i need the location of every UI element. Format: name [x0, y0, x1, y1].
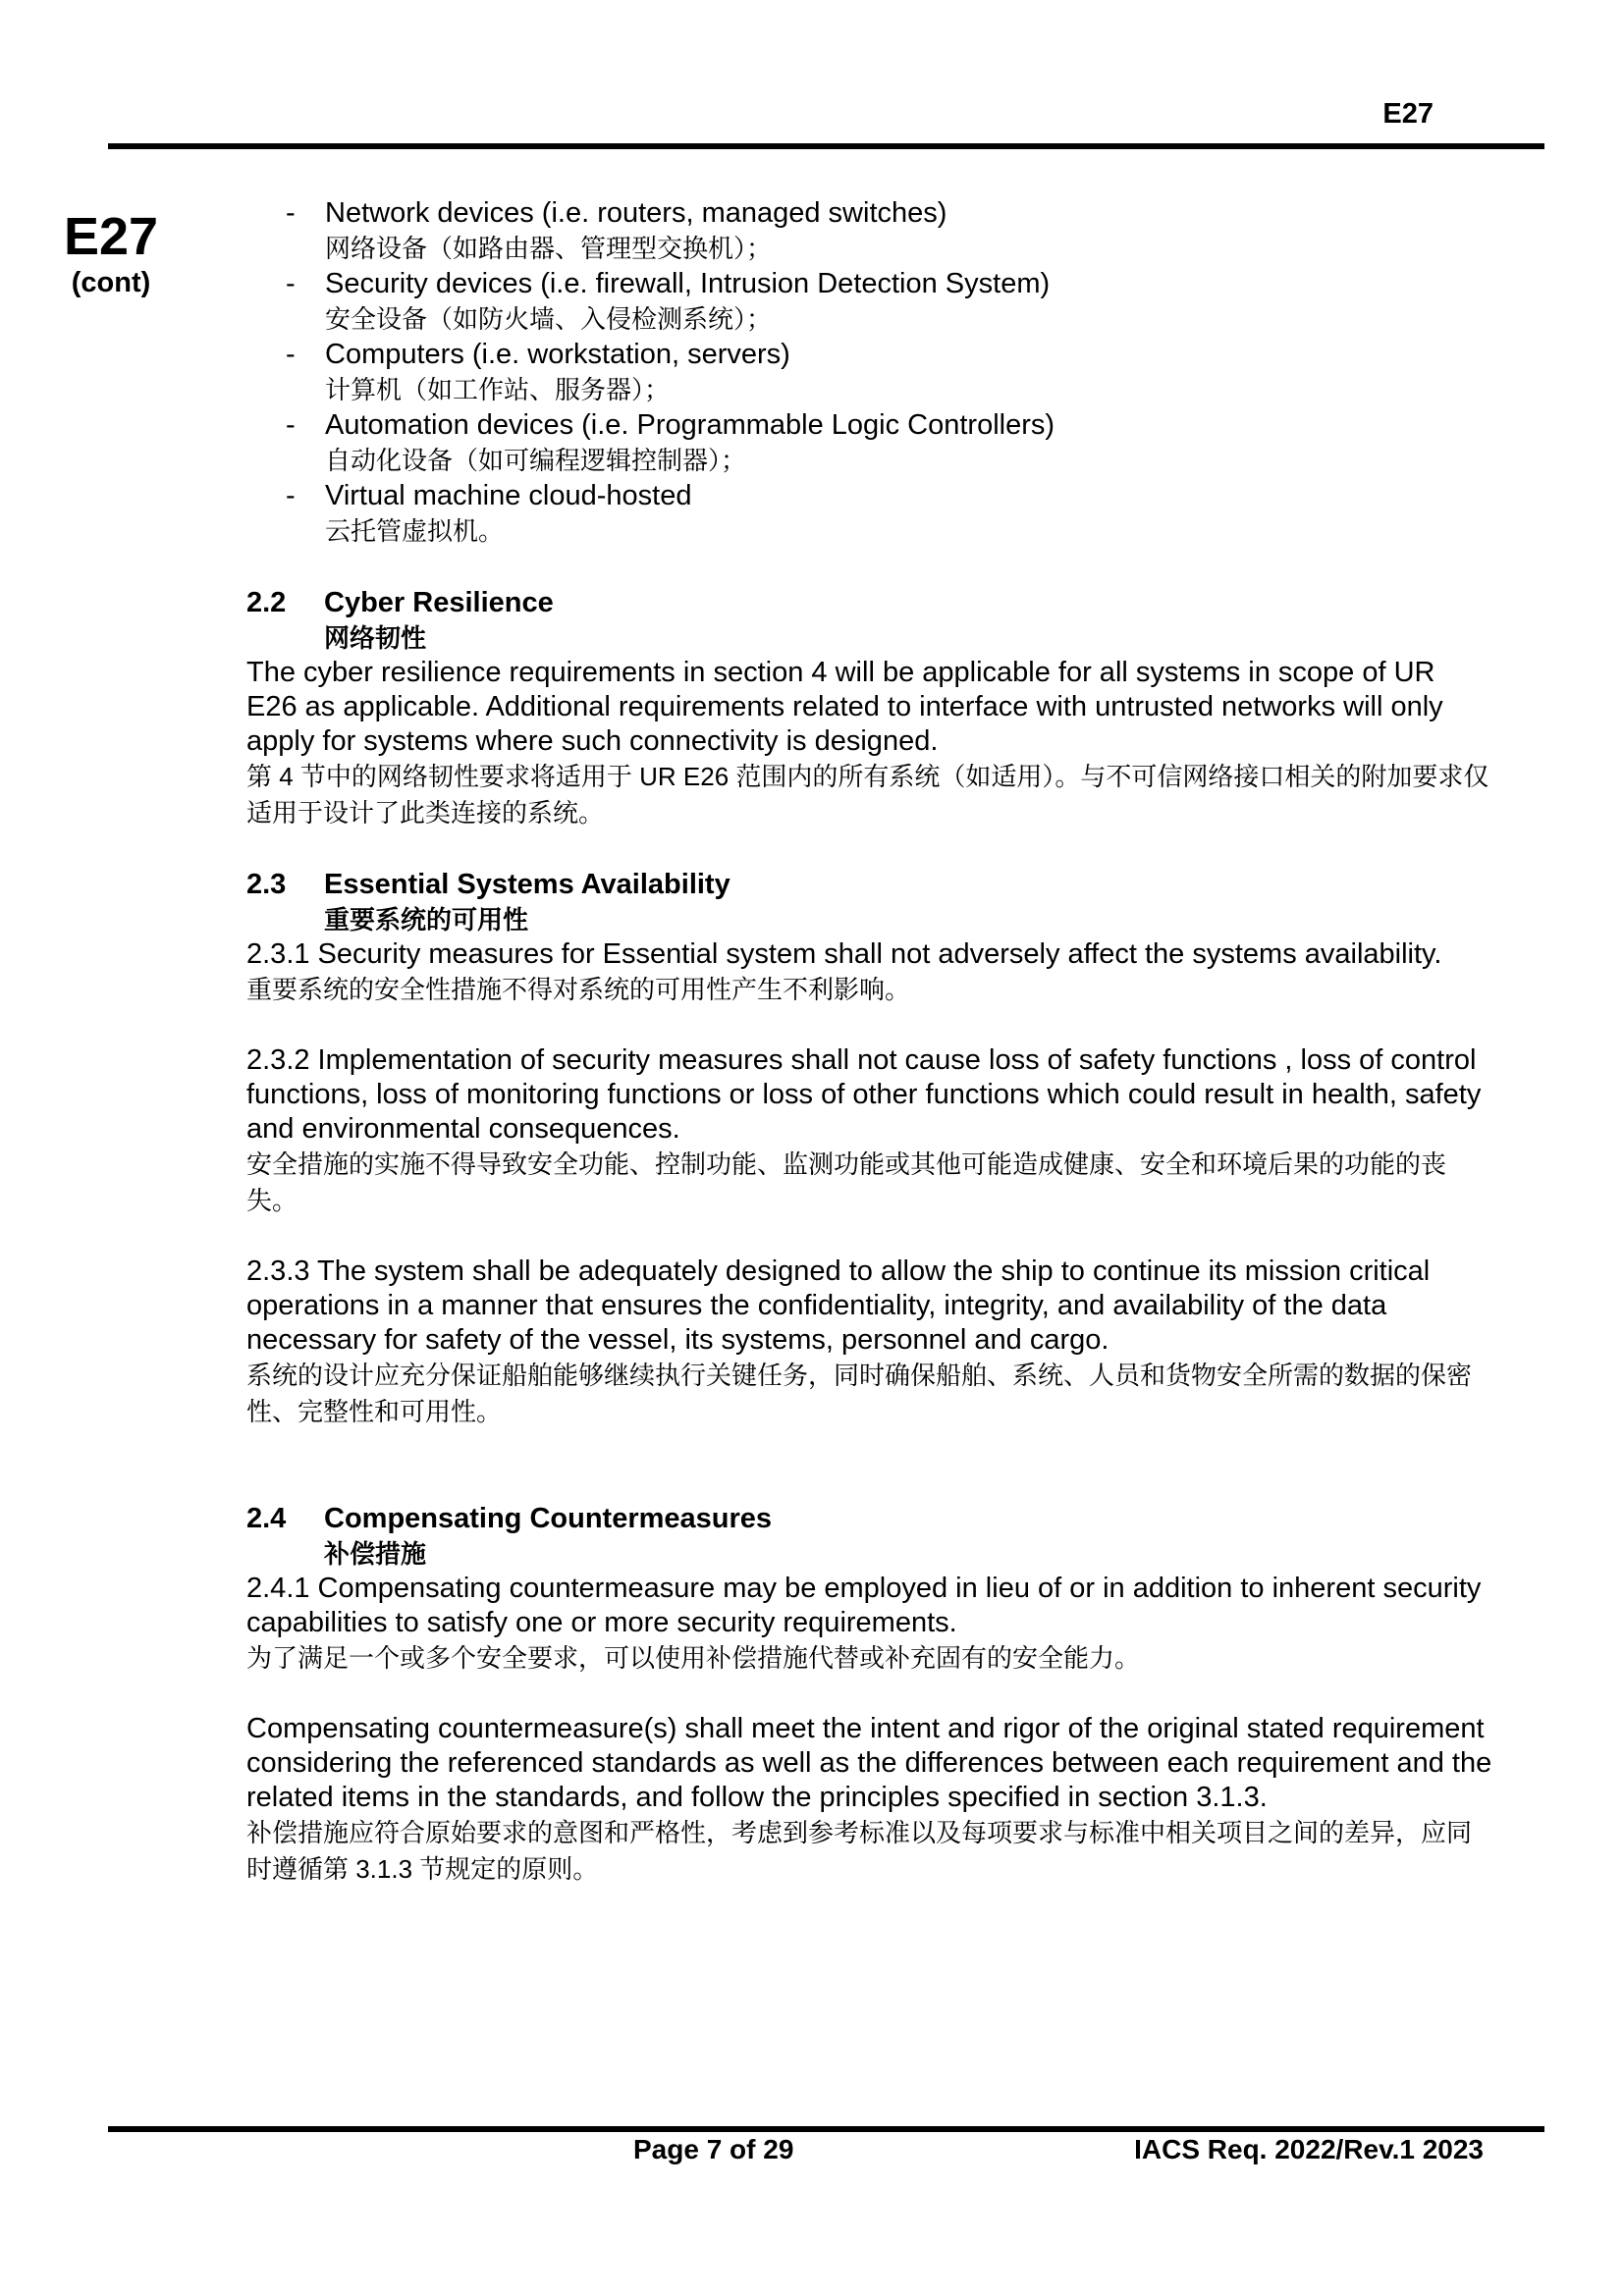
- list-item-text-zh: 云托管虚拟机。: [325, 516, 505, 546]
- device-list: [246, 196, 1493, 550]
- section-number: 2.4: [246, 1503, 287, 1534]
- list-item: [246, 196, 1493, 267]
- paragraph: 2.4.1 Compensating countermeasure may be employed in lieu of or in addition to inherent security capabilities to satisfy one or more security requirements.: [246, 1573, 1482, 1638]
- list-item: [246, 408, 1493, 479]
- bullet-dash: -: [286, 268, 296, 299]
- section-title-zh: 网络韧性: [324, 623, 427, 653]
- list-item-text: Network devices (i.e. routers, managed switches): [325, 197, 947, 229]
- list-item: [246, 479, 1493, 550]
- bullet-dash: -: [286, 409, 296, 441]
- list-item-text-zh: 自动化设备（如可编程逻辑控制器）；: [325, 446, 747, 475]
- paragraph: 2.3.1 Security measures for Essential system shall not adversely affect the systems availability.: [246, 938, 1442, 970]
- section-title-zh: 补偿措施: [324, 1539, 427, 1569]
- list-item: [246, 338, 1493, 408]
- section-heading: [246, 867, 1493, 902]
- list-item-text: Virtual machine cloud-hosted: [325, 480, 692, 511]
- paragraph: 2.3.3 The system shall be adequately designed to allow the ship to continue its mission critical operations in a manner that ensures the confidentiality, integrity, and availability of the data necessary for safety of the vessel, its systems, personnel and cargo.: [246, 1255, 1431, 1356]
- section-2-2: [246, 585, 1493, 831]
- section-2-3: [246, 867, 1493, 1430]
- section-title: Cyber Resilience: [324, 587, 554, 618]
- paragraph-zh: 补偿措施应符合原始要求的意图和严格性，考虑到参考标准以及每项要求与标准中相关项目之间的差异，应同时遵循第 3.1.3 节规定的原则。: [246, 1818, 1473, 1884]
- sidebar-label: [57, 206, 165, 298]
- section-number: 2.2: [246, 587, 287, 618]
- footer-page-number: Page 7 of 29: [633, 2134, 794, 2164]
- list-item-text: Automation devices (i.e. Programmable Logic Controllers): [325, 409, 1055, 441]
- footer-rule: [108, 2126, 1544, 2132]
- header-doc-code: E27: [1382, 98, 1434, 130]
- paragraph-zh: 第 4 节中的网络韧性要求将适用于 UR E26 范围内的所有系统（如适用）。与不可信网络接口相关的附加要求仅适用于设计了此类连接的系统。: [246, 762, 1489, 828]
- page-content: [246, 196, 1493, 1888]
- paragraph-zh: 系统的设计应充分保证船舶能够继续执行关键任务，同时确保船舶、系统、人员和货物安全所需的数据的保密性、完整性和可用性。: [246, 1361, 1473, 1426]
- sidebar-code: E27: [63, 207, 159, 266]
- section-heading: [246, 1501, 1493, 1536]
- footer-doc-ref: IACS Req. 2022/Rev.1 2023: [1134, 2134, 1484, 2164]
- list-item-text-zh: 安全设备（如防火墙、入侵检测系统）；: [325, 304, 773, 334]
- sidebar-cont: (cont): [71, 267, 151, 298]
- paragraph: 2.3.2 Implementation of security measures shall not cause loss of safety functions , loss of control functions, loss of monitoring functions or loss of other functions which could result in health, safety and environmental consequences.: [246, 1044, 1482, 1145]
- section-2-4: [246, 1501, 1493, 1888]
- paragraph-zh: 安全措施的实施不得导致安全功能、控制功能、监测功能或其他可能造成健康、安全和环境后果的功能的丧失。: [246, 1149, 1447, 1215]
- list-item-text-zh: 网络设备（如路由器、管理型交换机）；: [325, 234, 773, 263]
- header-rule: [108, 143, 1544, 149]
- bullet-dash: -: [286, 197, 296, 229]
- section-heading: [246, 585, 1493, 620]
- list-item-text: Computers (i.e. workstation, servers): [325, 339, 790, 370]
- bullet-dash: -: [286, 339, 296, 370]
- list-item-text-zh: 计算机（如工作站、服务器）；: [325, 375, 671, 404]
- paragraph-zh: 重要系统的安全性措施不得对系统的可用性产生不利影响。: [246, 975, 911, 1004]
- section-title: Compensating Countermeasures: [324, 1503, 773, 1534]
- paragraph-zh: 为了满足一个或多个安全要求，可以使用补偿措施代替或补充固有的安全能力。: [246, 1643, 1141, 1673]
- bullet-dash: -: [286, 480, 296, 511]
- paragraph: The cyber resilience requirements in section 4 will be applicable for all systems in scope of UR E26 as applicable. Additional requirements related to interface with untrusted networks will only apply for systems where such connectivity is designed.: [246, 657, 1443, 757]
- paragraph: Compensating countermeasure(s) shall meet the intent and rigor of the original stated requirement considering the referenced standards as well as the differences between each requirement and the related items in the standards, and follow the principles specified in section 3.1.3.: [246, 1713, 1492, 1813]
- section-title: Essential Systems Availability: [324, 869, 730, 900]
- list-item: [246, 267, 1493, 338]
- list-item-text: Security devices (i.e. firewall, Intrusion Detection System): [325, 268, 1051, 299]
- section-number: 2.3: [246, 869, 287, 900]
- section-title-zh: 重要系统的可用性: [324, 905, 529, 934]
